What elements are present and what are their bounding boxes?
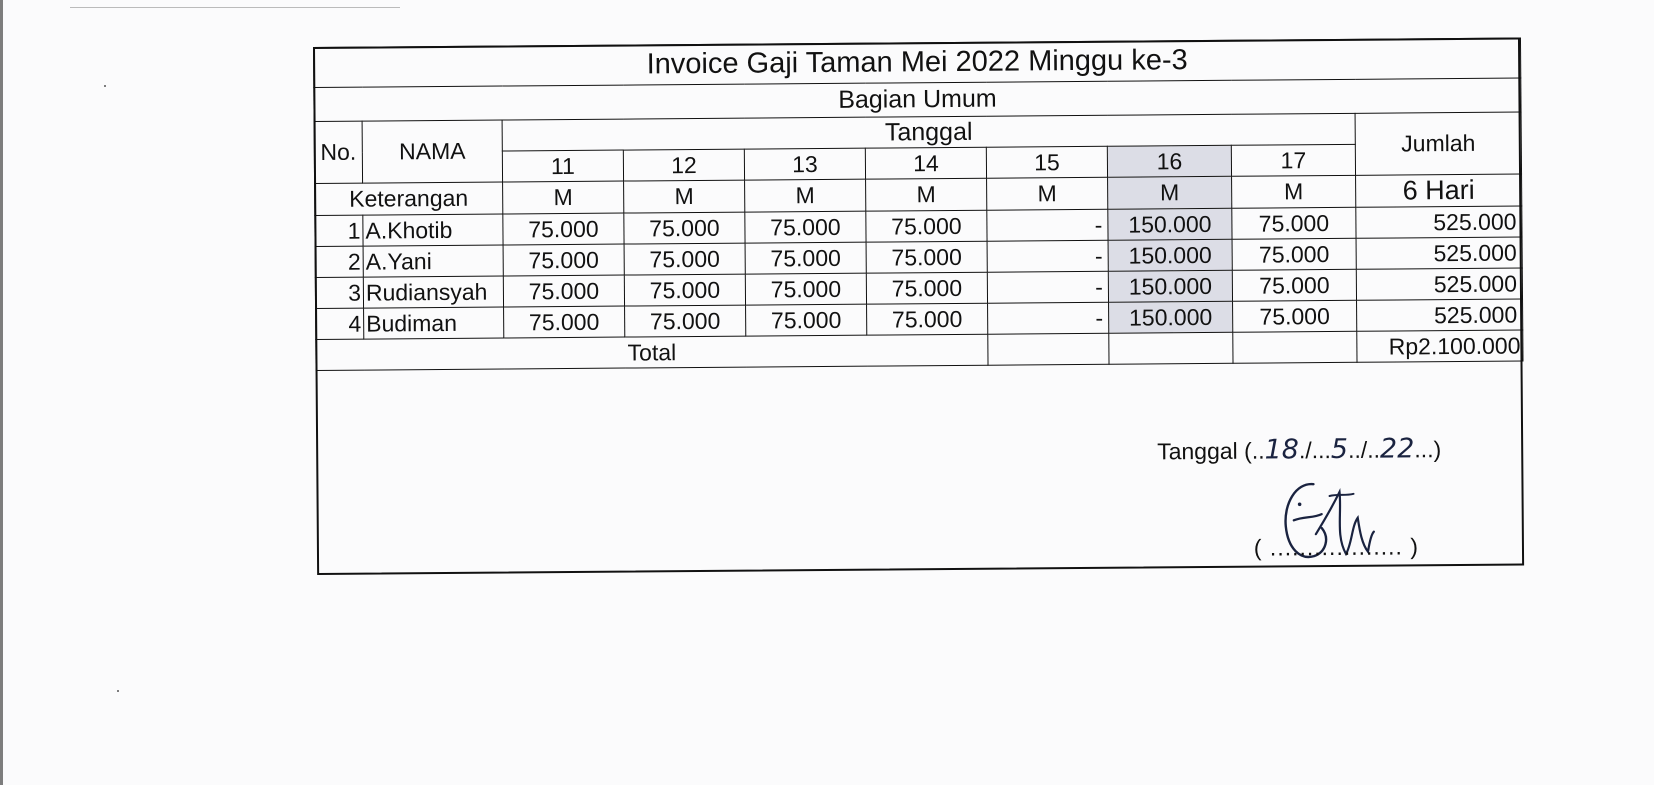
status-cell: M — [503, 181, 624, 214]
date-cell: 14 — [865, 147, 986, 179]
status-cell: M — [866, 178, 987, 211]
pay-cell: 75.000 — [503, 244, 624, 276]
pay-cell: 75.000 — [504, 306, 625, 338]
status-cell: M — [624, 180, 745, 213]
pay-cell: - — [987, 271, 1108, 303]
pay-cell: 75.000 — [1232, 207, 1356, 239]
employee-name: Rudiansyah — [363, 276, 503, 308]
employee-name: A.Khotib — [363, 214, 503, 246]
date-cell: 12 — [623, 149, 744, 181]
date-cell: 17 — [1231, 144, 1355, 176]
empty-total-cell — [1233, 331, 1357, 363]
scan-speck — [117, 690, 119, 692]
invoice-sheet — [313, 38, 1524, 575]
signature-close: ) — [1410, 533, 1420, 560]
pay-cell: 75.000 — [624, 212, 745, 244]
row-number: 4 — [316, 308, 364, 339]
signature-line: ( .................. ) — [1253, 533, 1420, 561]
pay-cell: 150.000 — [1109, 301, 1233, 333]
pay-cell: 75.000 — [745, 273, 866, 305]
date-year: 22 — [1379, 433, 1415, 465]
date-cell: 13 — [744, 148, 865, 180]
signature-open: ( — [1253, 534, 1263, 561]
date-day: 18 — [1264, 434, 1300, 466]
pay-cell: 75.000 — [745, 211, 866, 243]
invoice-table — [313, 38, 1524, 371]
row-total: 525.000 — [1356, 206, 1522, 238]
employee-name: Budiman — [364, 307, 504, 339]
empty-total-cell — [1109, 332, 1233, 364]
pay-cell: - — [987, 209, 1108, 241]
empty-total-cell — [988, 333, 1109, 365]
date-cell: 15 — [986, 146, 1107, 178]
total-label: Total — [316, 334, 988, 370]
scan-speck — [104, 85, 106, 87]
pay-cell: 75.000 — [867, 303, 988, 335]
header-jumlah: Jumlah — [1355, 112, 1522, 175]
scan-left-edge — [0, 0, 3, 785]
employee-name: A.Yani — [363, 245, 503, 277]
date-close: ) — [1433, 436, 1442, 463]
pay-cell: 75.000 — [745, 242, 866, 274]
pay-cell: 150.000 — [1108, 239, 1232, 271]
row-number: 2 — [315, 246, 363, 277]
header-no: No. — [314, 121, 362, 183]
date-cell: 11 — [502, 150, 623, 182]
status-cell: M — [745, 179, 866, 212]
pay-cell: 150.000 — [1108, 208, 1232, 240]
pay-cell: 75.000 — [1233, 300, 1357, 332]
grand-total: Rp2.100.000 — [1357, 330, 1523, 362]
row-total: 525.000 — [1356, 268, 1522, 300]
pay-cell: 75.000 — [1232, 238, 1356, 270]
pay-cell: 75.000 — [866, 210, 987, 242]
pay-cell: 75.000 — [866, 272, 987, 304]
scan-artifact-line — [70, 7, 400, 8]
pay-cell: 75.000 — [624, 243, 745, 275]
pay-cell: 75.000 — [746, 304, 867, 336]
date-label: Tanggal ( — [1157, 437, 1252, 465]
pay-cell: 75.000 — [1232, 269, 1356, 301]
date-month: 5 — [1330, 433, 1349, 466]
pay-cell: 75.000 — [503, 213, 624, 245]
status-cell: M — [1108, 176, 1232, 209]
status-cell: M — [987, 177, 1108, 210]
pay-cell: - — [988, 302, 1109, 334]
invoice-title: Invoice Gaji Taman Mei 2022 Minggu ke-3 — [314, 38, 1521, 87]
header-nama: NAMA — [362, 120, 502, 183]
department-label: Bagian Umum — [314, 78, 1521, 121]
date-cell: 16 — [1107, 145, 1231, 177]
pay-cell: 75.000 — [503, 275, 624, 307]
row-number: 3 — [315, 277, 363, 308]
pay-cell: 75.000 — [625, 305, 746, 337]
status-cell: M — [1232, 175, 1356, 208]
days-total: 6 Hari — [1356, 174, 1522, 207]
pay-cell: 150.000 — [1108, 270, 1232, 302]
pay-cell: - — [987, 240, 1108, 272]
signature-area — [316, 411, 1524, 575]
pay-cell: 75.000 — [866, 241, 987, 273]
date-line: Tanggal (..18./...5../..22...) — [1157, 433, 1442, 466]
keterangan-label: Keterangan — [315, 182, 503, 215]
pay-cell: 75.000 — [624, 274, 745, 306]
row-number: 1 — [315, 215, 363, 246]
row-total: 525.000 — [1357, 299, 1523, 331]
row-total: 525.000 — [1356, 237, 1522, 269]
header-tanggal: Tanggal — [502, 113, 1355, 151]
